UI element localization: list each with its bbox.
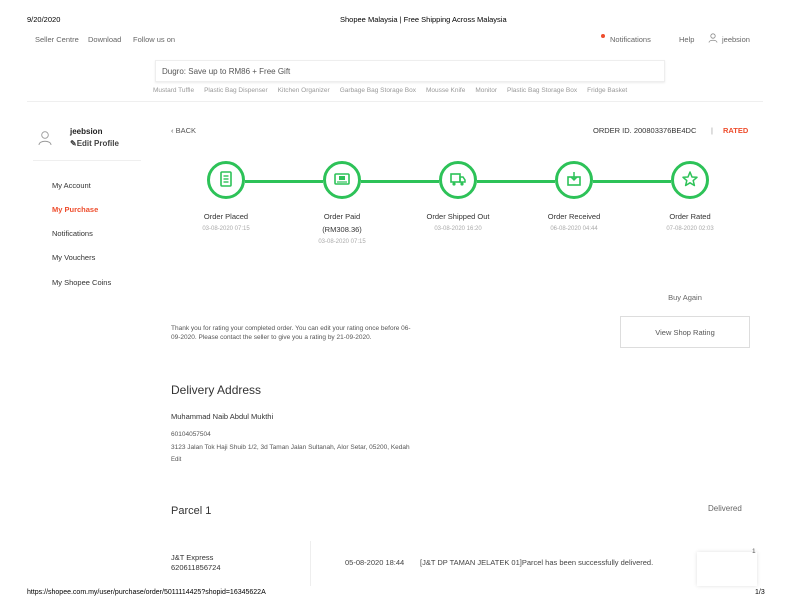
tracking-number: 620611856724	[171, 563, 221, 572]
parcel-status: Delivered	[708, 504, 742, 513]
chevron-left-icon: ‹	[171, 126, 174, 135]
tracking-event-time: 05-08-2020 18:44	[345, 558, 405, 567]
buy-again-button[interactable]: Buy Again	[668, 292, 702, 302]
suggestion-link[interactable]: Kitchen Organizer	[277, 87, 330, 94]
step-label: Order Received	[547, 212, 601, 221]
edit-profile-link[interactable]: ✎Edit Profile	[70, 139, 119, 148]
notifications-link[interactable]: Notifications	[610, 35, 651, 44]
print-date: 9/20/2020	[27, 15, 61, 24]
sidebar-divider	[33, 160, 141, 161]
inbox-icon	[565, 170, 583, 190]
step-order-shipped	[439, 161, 477, 199]
step-order-placed	[207, 161, 245, 199]
step-order-paid	[323, 161, 361, 199]
suggestion-link[interactable]: Plastic Bag Storage Box	[507, 87, 578, 94]
step-time: 06-08-2020 04:44	[550, 226, 598, 232]
chat-widget[interactable]	[697, 552, 757, 586]
download-link[interactable]: Download	[88, 35, 122, 44]
progress-line	[245, 180, 323, 183]
step-time: 03-08-2020 16:20	[434, 226, 482, 232]
order-id: ORDER ID. 200803376BE4DC	[593, 126, 697, 135]
sidebar-item-shopee-coins[interactable]: My Shopee Coins	[52, 278, 112, 287]
account-username[interactable]: jeebsion	[722, 35, 750, 44]
step-amount: (RM308.36)	[322, 225, 362, 234]
recipient-phone: 60104057504	[171, 431, 211, 438]
back-button[interactable]: ‹ BACK	[171, 126, 197, 135]
suggestion-link[interactable]: Monitor	[475, 87, 498, 94]
notification-dot	[601, 34, 605, 38]
user-icon	[708, 33, 718, 45]
header-divider	[27, 101, 763, 102]
search-value: Dugro: Save up to RM86 + Free Gift	[162, 67, 291, 76]
help-link[interactable]: Help	[679, 35, 695, 44]
order-status: RATED	[723, 126, 749, 135]
delivery-address-title: Delivery Address	[171, 383, 262, 397]
parcel-divider	[310, 541, 311, 586]
step-label: Order Placed	[203, 212, 249, 221]
address-line: 3123 Jalan Tok Haji Shuib 1/2, 3d Taman Jalan Sultanah, Alor Setar, 05200, Kedah	[171, 444, 410, 451]
print-page-number: 1/3	[755, 589, 765, 596]
sidebar-username: jeebsion	[70, 127, 103, 136]
progress-line	[361, 180, 439, 183]
search-suggestions	[153, 87, 627, 94]
step-label: Order Rated	[669, 212, 711, 221]
step-order-rated	[671, 161, 709, 199]
parcel-title: Parcel 1	[171, 505, 212, 517]
step-label: Order Paid	[323, 212, 361, 221]
print-title: Shopee Malaysia | Free Shipping Across Malaysia	[340, 15, 507, 24]
follow-us-link[interactable]: Follow us on	[133, 35, 176, 44]
star-icon	[681, 170, 699, 190]
suggestion-link[interactable]: Fridge Basket	[587, 87, 628, 94]
step-time: 03-08-2020 07:15	[202, 226, 250, 232]
step-order-received	[555, 161, 593, 199]
progress-line	[477, 180, 555, 183]
suggestion-link[interactable]: Garbage Bag Storage Box	[339, 87, 416, 94]
view-shop-rating-button[interactable]: View Shop Rating	[620, 316, 750, 348]
edit-address-link[interactable]: Edit	[171, 457, 182, 463]
payment-icon	[333, 170, 351, 190]
chat-count-badge: 1	[752, 548, 756, 555]
recipient-name: Muhammad Naib Abdul Mukthi	[171, 412, 274, 421]
sidebar-item-my-vouchers[interactable]: My Vouchers	[52, 253, 96, 262]
avatar[interactable]	[37, 130, 53, 146]
pencil-icon: ✎	[70, 139, 77, 148]
suggestion-link[interactable]: Plastic Bag Dispenser	[204, 87, 268, 94]
step-label: Order Shipped Out	[426, 212, 490, 221]
tracking-event-message: [J&T DP TAMAN JELATEK 01]Parcel has been successfully delivered.	[420, 558, 654, 567]
receipt-icon	[217, 170, 235, 190]
header-separator: |	[711, 126, 713, 135]
print-url: https://shopee.com.my/user/purchase/order/5011114425?shopid=16345622A	[27, 589, 266, 596]
courier-name: J&T Express	[171, 553, 214, 562]
sidebar-item-my-purchase[interactable]: My Purchase	[52, 205, 99, 214]
step-time: 07-08-2020 02:03	[666, 226, 714, 232]
step-time: 03-08-2020 07:15	[318, 239, 366, 245]
suggestion-link[interactable]: Mustard Tuffle	[153, 87, 195, 94]
sidebar-item-my-account[interactable]: My Account	[52, 181, 91, 190]
seller-centre-link[interactable]: Seller Centre	[35, 35, 79, 44]
truck-icon	[449, 170, 467, 190]
suggestion-link[interactable]: Mousse Knife	[425, 87, 466, 94]
rating-note: Thank you for rating your completed order. You can edit your rating once before 06-09-2020. Please contact the seller to give you a rating by 21-09-2020.	[171, 325, 411, 341]
progress-line	[593, 180, 671, 183]
sidebar-item-notifications[interactable]: Notifications	[52, 229, 93, 238]
